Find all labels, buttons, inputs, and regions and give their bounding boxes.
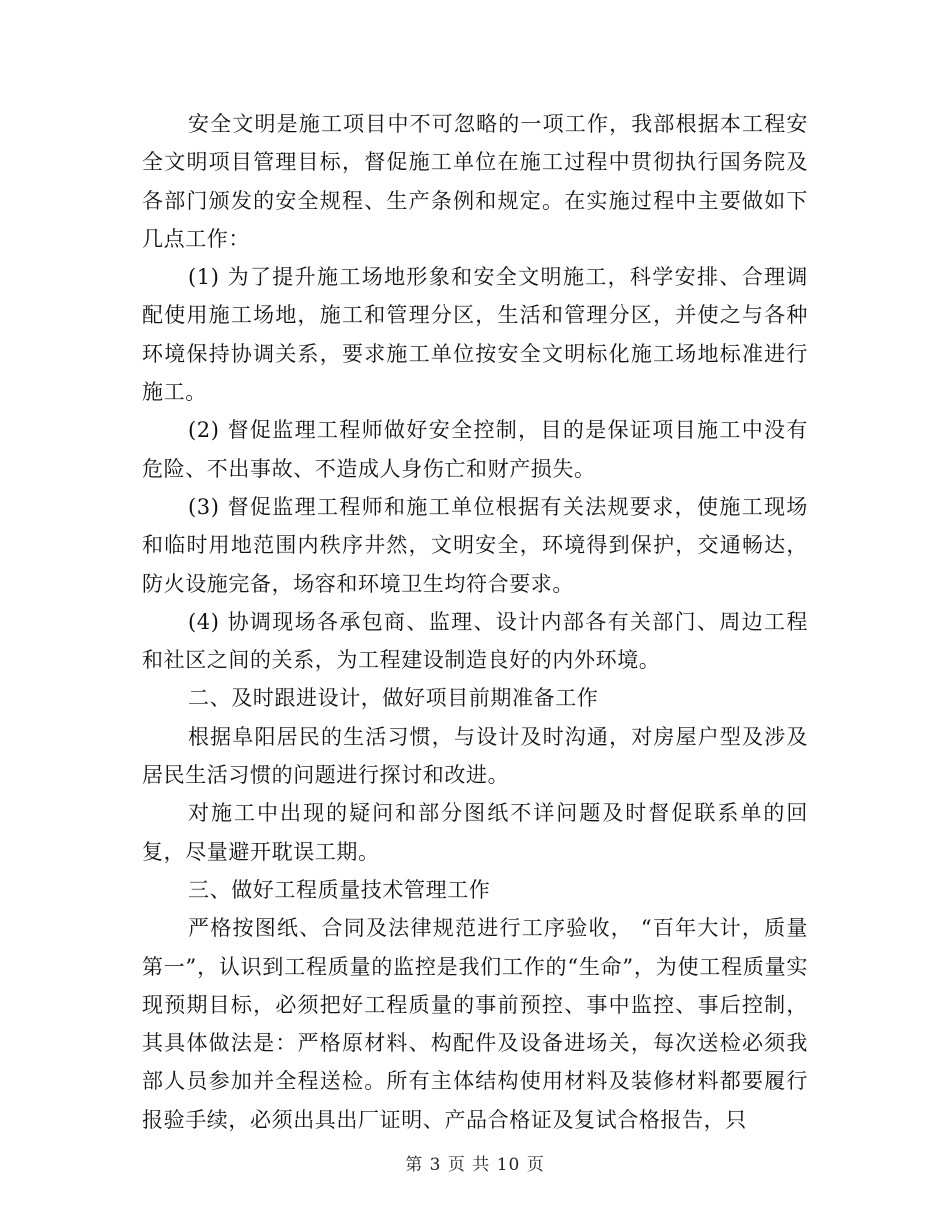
paragraph-item-4: (4) 协调现场各承包商、监理、设计内部各有关部门、周边工程和社区之间的关系，为工程建设制造良好的内外环境。 — [142, 609, 808, 673]
page-footer: 第 3 页 共 10 页 — [405, 1155, 545, 1175]
paragraph-item-3: (3) 督促监理工程师和施工单位根据有关法规要求，使施工现场和临时用地范围内秩序井然，文明安全，环境得到保护，交通畅达，防火设施完备，场容和环境卫生均符合要求。 — [142, 494, 808, 596]
paragraph-safety-intro: 安全文明是施工项目中不可忽略的一项工作，我部根据本工程安全文明项目管理目标，督促施工单位在施工过程中贯彻执行国务院及各部门颁发的安全规程、生产条例和规定。在实施过程中主要做如下几点工作： — [142, 112, 808, 251]
paragraph-item-1: (1) 为了提升施工场地形象和安全文明施工，科学安排、合理调配使用施工场地，施工和管理分区，生活和管理分区，并使之与各种环境保持协调关系，要求施工单位按安全文明标化施工场地标准进行施工。 — [142, 265, 808, 405]
section-heading-design: 二、及时跟进设计，做好项目前期准备工作 — [188, 686, 599, 711]
section-heading-quality: 三、做好工程质量技术管理工作 — [188, 877, 491, 902]
paragraph-design-2: 对施工中出现的疑问和部分图纸不详问题及时督促联系单的回复，尽量避开耽误工期。 — [142, 801, 808, 864]
paragraph-item-2: (2) 督促监理工程师做好安全控制，目的是保证项目施工中没有危险、不出事故、不造成人身伤亡和财产损失。 — [142, 418, 808, 481]
paragraph-design-1: 根据阜阳居民的生活习惯，与设计及时沟通，对房屋户型及涉及居民生活习惯的问题进行探讨和改进。 — [142, 724, 808, 788]
paragraph-quality-1: 严格按图纸、合同及法律规范进行工序验收， “百年大计，质量第一”，认识到工程质量的监控是我们工作的“生命”，为使工程质量实现预期目标，必须把好工程质量的事前预控、事中监控、事后控制，其具体做法是：严格原材料、构配件及设备进场关，每次送检必须我部人员参加并全程送检。所有主体结构使用材料及装修材料都要履行报验手续，必须出具出厂证明、产品合格证及复试合格报告，只 — [142, 916, 808, 1132]
document-body — [142, 105, 808, 1139]
